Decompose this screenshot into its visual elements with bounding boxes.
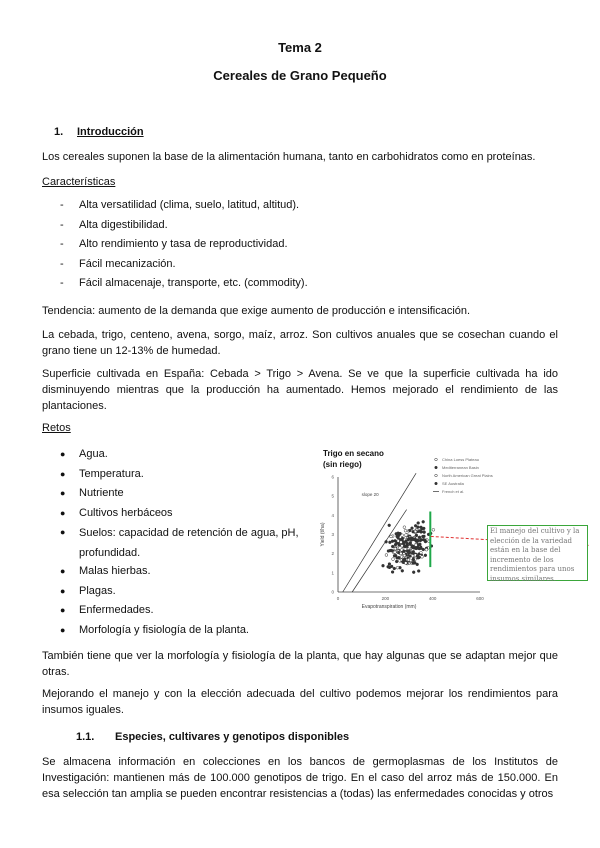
data-point: [391, 545, 394, 548]
data-point: [416, 563, 419, 566]
data-point: [401, 544, 404, 547]
data-point: [403, 550, 406, 553]
data-point: [395, 560, 398, 563]
data-point: [411, 546, 414, 549]
list-item: - Alta digestibilidad.: [60, 218, 168, 231]
y-tick-label: 6: [331, 474, 334, 480]
x-tick-label: 200: [381, 596, 390, 601]
data-point: [412, 571, 415, 574]
list-item: ● Nutriente: [60, 487, 124, 499]
list-item: ● Temperatura.: [60, 467, 144, 480]
legend-entry: China Loess Plateau: [442, 457, 479, 462]
y-tick-label: 5: [331, 493, 334, 499]
data-point: [407, 538, 410, 541]
data-point: [417, 570, 420, 573]
legend-entry: SE Australia: [442, 481, 464, 486]
data-point: [412, 561, 415, 564]
data-point: [402, 561, 405, 564]
y-tick-label: 1: [331, 570, 334, 576]
legend-marker: [435, 482, 438, 485]
y-tick-label: 2: [331, 551, 334, 557]
data-point: [425, 548, 428, 551]
data-point: [418, 553, 421, 556]
data-point: [398, 544, 401, 547]
data-point: [416, 540, 419, 543]
data-point: [404, 529, 407, 532]
data-point: [410, 539, 413, 542]
data-point: [389, 541, 392, 544]
section-number: 1.: [54, 126, 64, 138]
y-axis-label: Yield (t/ha): [320, 522, 326, 547]
data-point: [411, 554, 414, 557]
data-point: [432, 528, 435, 531]
data-point: [415, 534, 418, 537]
subsection-number: 1.1.: [76, 731, 95, 743]
data-point: [418, 547, 421, 550]
data-point: [421, 527, 424, 530]
section-heading: Introducción: [77, 126, 144, 138]
data-point: [396, 566, 399, 569]
data-point: [399, 532, 402, 535]
legend-entry: French et al.: [442, 489, 465, 494]
subsection-heading: Especies, cultivares y genotipos disponibles: [115, 731, 350, 743]
chart-title: Trigo en secano: [323, 449, 384, 458]
data-point: [424, 540, 427, 543]
data-point: [420, 531, 423, 534]
legend-entry: North American Great Plains: [442, 473, 493, 478]
x-tick-label: 0: [336, 596, 340, 601]
superficie-paragraph: Superficie cultivada en España: Cebada > Trigo > Avena. Se ve que la superficie cultivada ha ido disminuyendo mientras que la producción ha aumentado. Hemos mejorado el rendimiento de las plantaciones.: [42, 368, 558, 412]
page-title: Cereales de Grano Pequeño: [213, 68, 387, 83]
data-point: [400, 552, 403, 555]
manejo-paragraph: Mejorando el manejo y con la elección adecuada del cultivo podemos mejorar los rendimientos para insumos iguales.: [42, 688, 558, 716]
list-item: ● Agua.: [60, 448, 108, 460]
tendencia-paragraph: Tendencia: aumento de la demanda que exige aumento de producción e intensificación.: [42, 305, 471, 317]
retos-label: Retos: [42, 422, 71, 434]
data-point: [422, 520, 425, 523]
list-item: ● Plagas.: [60, 584, 116, 597]
data-point: [396, 557, 399, 560]
data-point: [408, 529, 411, 532]
data-point: [390, 535, 393, 538]
data-point: [412, 558, 415, 561]
data-point: [418, 536, 421, 539]
data-point: [388, 566, 391, 569]
list-item: ● Enfermedades.: [60, 604, 154, 616]
data-point: [424, 554, 427, 557]
data-point: [421, 555, 424, 558]
data-point: [421, 535, 424, 538]
data-point: [408, 545, 411, 548]
x-axis-label: Evapotranspiration (mm): [361, 604, 417, 610]
list-item: - Alto rendimiento y tasa de reproductividad.: [60, 238, 288, 250]
germoplasma-paragraph: Se almacena información en colecciones en los bancos de germoplasmas de los Institutos de Investigación: mantienen más de 100.000 genotipos de trigo. En el caso del arroz más de 150.000. En esa selección tan amplia se pueden encontrar resistencias a (todas) las enfermedades conocidas y otros: [42, 756, 558, 800]
legend-marker: [435, 466, 438, 469]
data-point: [409, 559, 412, 562]
data-point: [415, 544, 418, 547]
data-point: [414, 530, 417, 533]
data-point: [393, 567, 396, 570]
data-point: [415, 547, 418, 550]
y-tick-label: 3: [331, 532, 334, 537]
list-item: ● Morfología y fisiología de la planta.: [60, 623, 249, 636]
x-tick-label: 400: [428, 596, 437, 601]
morfologia-paragraph: También tiene que ver la morfología y fisiología de la planta, que hay algunas que se adaptan mejor que otras.: [42, 650, 558, 678]
data-point: [406, 542, 409, 545]
boundary-line: [343, 473, 416, 592]
data-point: [417, 526, 420, 529]
data-point: [394, 543, 397, 546]
data-point: [406, 550, 409, 553]
chart-legend: [433, 457, 493, 494]
data-point: [419, 539, 422, 542]
list-item: - Alta versatilidad (clima, suelo, latitud, altitud).: [60, 199, 300, 211]
data-point: [388, 563, 391, 566]
data-point: [411, 527, 414, 530]
list-item: - Fácil mecanización.: [60, 257, 176, 270]
list-item: ● Suelos: capacidad de retención de agua, pH, profundidad.: [60, 527, 299, 559]
chart-subtitle: (sin riego): [323, 460, 362, 469]
data-point: [405, 534, 408, 537]
chart-annotation: slope 20: [361, 492, 379, 498]
data-point: [403, 558, 406, 561]
legend-entry: Mediterranean Basin: [442, 465, 479, 470]
data-point: [409, 542, 412, 545]
data-point: [400, 556, 403, 559]
data-point: [397, 540, 400, 543]
retos-list: [60, 446, 310, 641]
data-point: [403, 554, 406, 557]
data-point: [393, 554, 396, 557]
list-item: ● Cultivos herbáceos: [60, 506, 173, 519]
tema-label: Tema 2: [278, 40, 322, 55]
chart-callout-note: El manejo del cultivo y la elección de la variedad están en la base del incremento de los rendimientos para unos insumos similares.: [487, 525, 588, 581]
data-point: [404, 562, 407, 565]
data-point: [403, 541, 406, 544]
data-point: [401, 537, 404, 540]
data-point: [422, 548, 425, 551]
data-point: [392, 558, 395, 561]
data-point: [391, 571, 394, 574]
data-point: [412, 551, 415, 554]
list-item: - Fácil almacenaje, transporte, etc. (commodity).: [60, 277, 308, 289]
data-point: [403, 526, 406, 529]
data-point: [417, 522, 420, 525]
legend-marker: [435, 474, 438, 477]
data-point: [382, 564, 385, 567]
intro-paragraph: Los cereales suponen la base de la alimentación humana, tanto en carbohidratos como en proteínas.: [42, 151, 536, 163]
caracteristicas-label: Características: [42, 176, 116, 188]
data-point: [417, 556, 420, 559]
y-tick-label: 4: [331, 512, 334, 518]
data-point: [394, 539, 397, 542]
data-point: [388, 524, 391, 527]
cultivos-paragraph: La cebada, trigo, centeno, avena, sorgo, maíz, arroz. Son cultivos anuales que se cosechan cuando el grano tiene un 12-13% de humedad.: [42, 329, 558, 357]
data-point: [394, 551, 397, 554]
x-tick-label: 600: [476, 596, 484, 601]
data-point: [398, 559, 401, 562]
caracteristicas-list: [60, 197, 540, 295]
data-point: [397, 536, 400, 539]
data-point: [394, 547, 397, 550]
legend-marker: [435, 458, 438, 461]
data-point: [423, 531, 426, 534]
data-point: [401, 569, 404, 572]
y-tick-label: 0: [331, 589, 334, 595]
chart-points: [382, 520, 435, 573]
data-point: [404, 545, 407, 548]
data-point: [385, 554, 388, 557]
data-point: [400, 541, 403, 544]
data-point: [387, 550, 390, 553]
list-item: ● Malas hierbas.: [60, 565, 151, 577]
